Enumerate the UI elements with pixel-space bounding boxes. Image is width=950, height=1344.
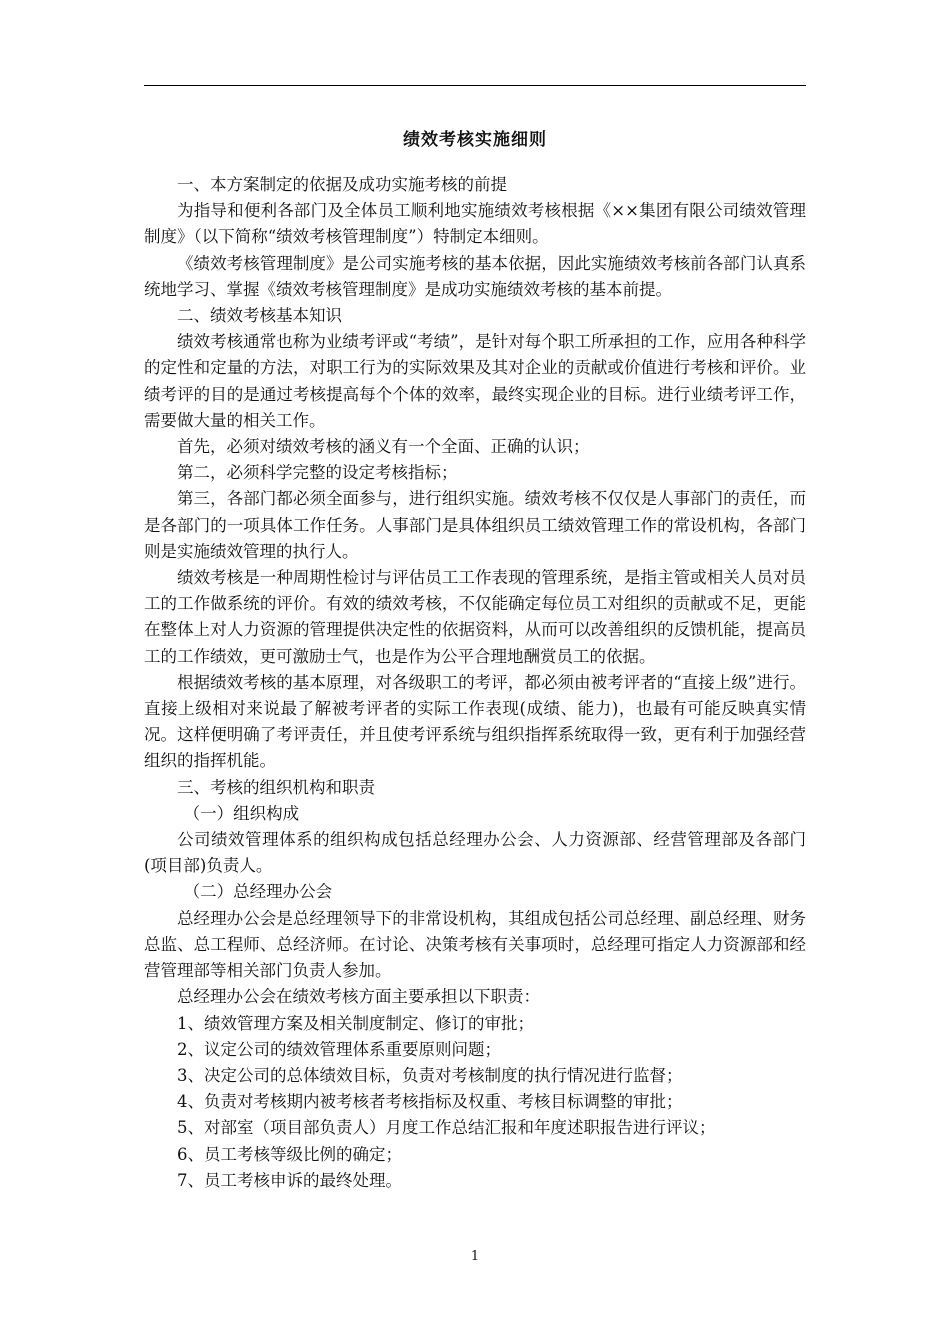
body-paragraph: 绩效考核是一种周期性检讨与评估员工工作表现的管理系统，是指主管或相关人员对员工的工作做系统的评价。有效的绩效考核，不仅能确定每位员工对组织的贡献或不足，更能在整体上对人力资源的管理提供决定性的依据资料，从而可以改善组织的反馈机能，提高员工的工作绩效，更可激励士气，也是作为公平合理地酬赏员工的依据。 [144, 568, 806, 666]
body-paragraph: 总经理办公会在绩效考核方面主要承担以下职责： [177, 987, 540, 1007]
list-item: 7、员工考核申诉的最终处理。 [177, 1170, 402, 1190]
header-rule [144, 85, 806, 86]
section-heading: 三、考核的组织机构和职责 [177, 777, 375, 797]
document-body [144, 172, 806, 1194]
subsection-heading: （一）组织构成 [183, 803, 300, 823]
body-paragraph: 首先，必须对绩效考核的涵义有一个全面、正确的认识； [177, 437, 590, 457]
list-item: 2、议定公司的绩效管理体系重要原则问题； [177, 1039, 501, 1059]
body-paragraph: 第三，各部门都必须全面参与，进行组织实施。绩效考核不仅仅是人事部门的责任，而是各部门的一项具体工作任务。人事部门是具体组织员工绩效管理工作的常设机构，各部门则是实施绩效管理的执行人。 [144, 489, 806, 561]
list-item: 4、负责对考核期内被考核者考核指标及权重、考核目标调整的审批； [177, 1092, 683, 1112]
page-number: 1 [470, 1249, 480, 1264]
list-item: 3、决定公司的总体绩效目标，负责对考核制度的执行情况进行监督； [177, 1065, 683, 1085]
subsection-heading: （二）总经理办公会 [183, 882, 333, 902]
body-paragraph: 总经理办公会是总经理领导下的非常设机构，其组成包括公司总经理、副总经理、财务总监、总工程师、总经济师。在讨论、决策考核有关事项时，总经理可指定人力资源部和经营管理部等相关部门负责人参加。 [144, 908, 806, 981]
body-paragraph: 第二，必须科学完整的设定考核指标； [177, 463, 458, 483]
body-paragraph: 为指导和便利各部门及全体员工顺利地实施绩效考核根据《××集团有限公司绩效管理制度》（以下简称“绩效考核管理制度”）特制定本细则。 [144, 201, 806, 247]
document-title: 绩效考核实施细则 [403, 130, 547, 150]
list-item: 5、对部室（项目部负责人）月度工作总结汇报和年度述职报告进行评议； [177, 1118, 716, 1138]
body-paragraph: 根据绩效考核的基本原理，对各级职工的考评，都必须由被考评者的“直接上级”进行。直接上级相对来说最了解被考评者的实际工作表现(成绩、能力)，也最有可能反映真实情况。这样便明确了考评责任，并且使考评系统与组织指挥系统取得一致，更有利于加强经营组织的指挥机能。 [144, 672, 806, 771]
body-paragraph: 《绩效考核管理制度》是公司实施考核的基本依据，因此实施绩效考核前各部门认真系统地学习、掌握《绩效考核管理制度》是成功实施绩效考核的基本前提。 [144, 253, 806, 299]
list-item: 6、员工考核等级比例的确定； [177, 1144, 402, 1164]
list-item: 1、绩效管理方案及相关制度制定、修订的审批； [177, 1013, 534, 1033]
body-paragraph: 公司绩效管理体系的组织构成包括总经理办公会、人力资源部、经营管理部及各部门(项目部)负责人。 [144, 830, 806, 876]
section-heading: 二、绩效考核基本知识 [177, 306, 342, 326]
body-paragraph: 绩效考核通常也称为业绩考评或“考绩”，是针对每个职工所承担的工作，应用各种科学的定性和定量的方法，对职工行为的实际效果及其对企业的贡献或价值进行考核和评价。业绩考评的目的是通过考核提高每个个体的效率，最终实现企业的目标。进行业绩考评工作，需要做大量的相关工作。 [144, 332, 806, 430]
section-heading: 一、本方案制定的依据及成功实施考核的前提 [177, 175, 507, 194]
